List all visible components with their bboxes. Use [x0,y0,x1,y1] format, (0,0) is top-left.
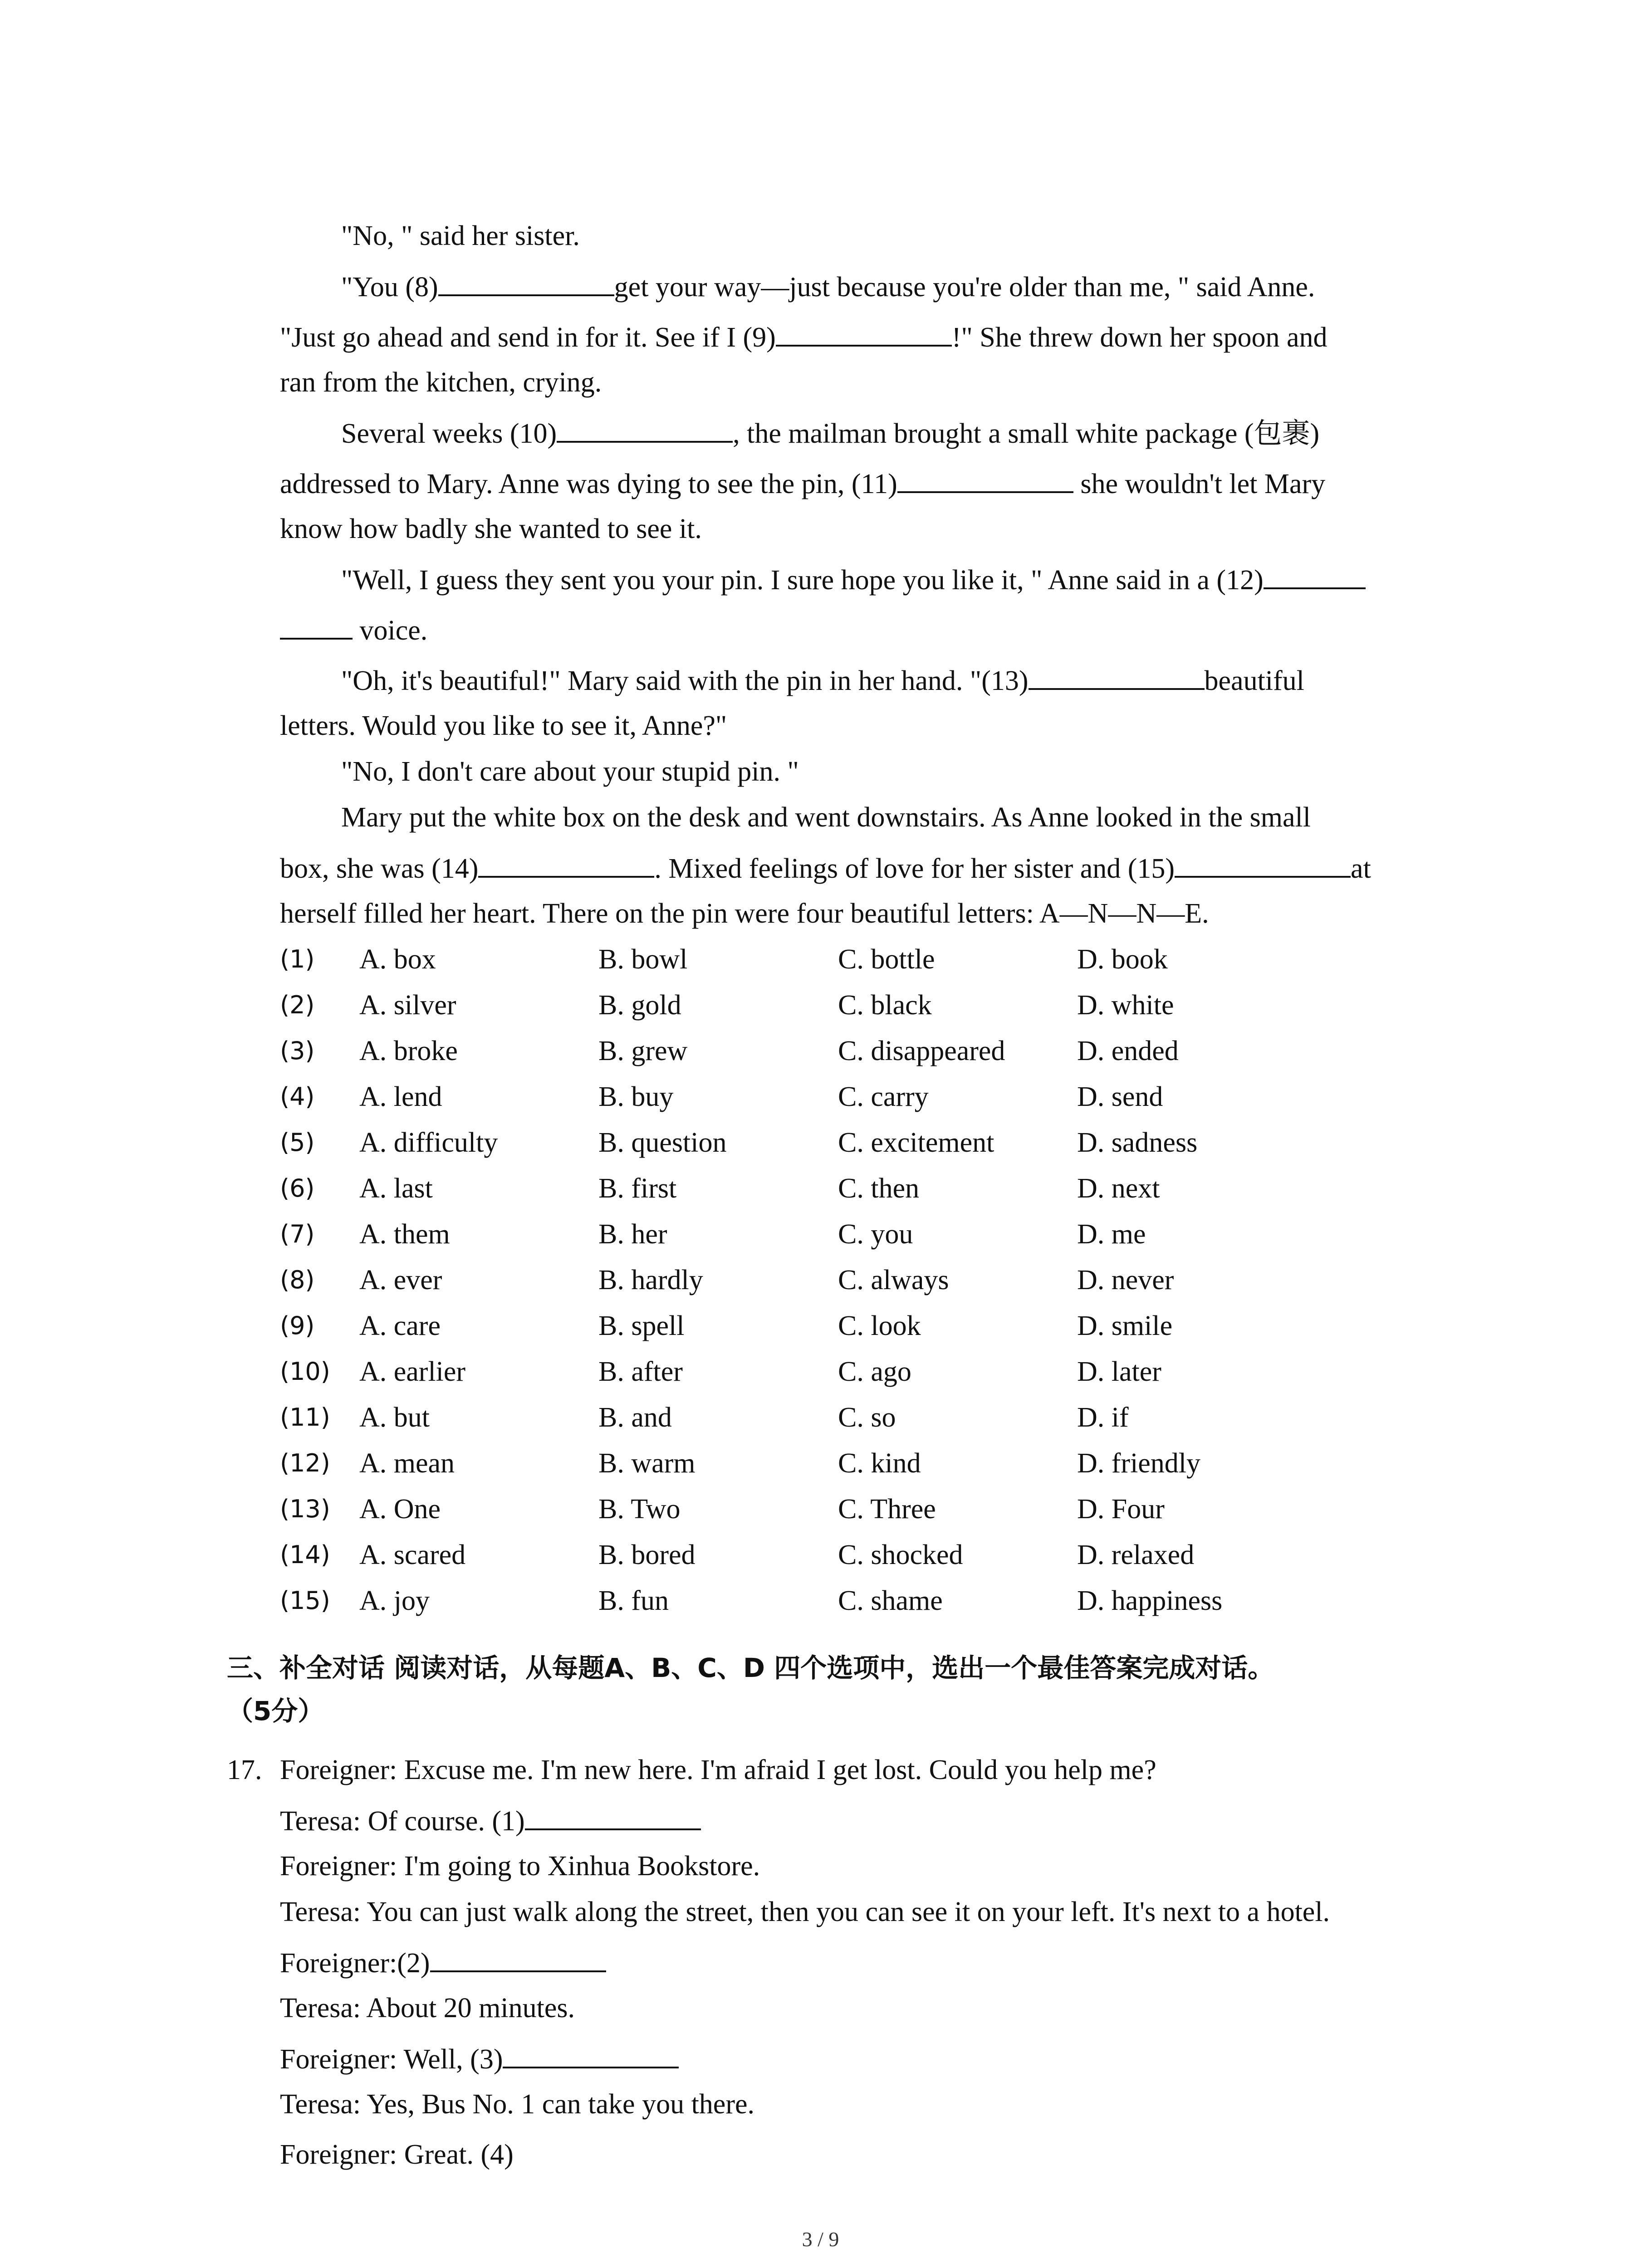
answer-blank-12[interactable] [1264,561,1366,589]
passage-text: "No, " said her sister. [341,220,580,251]
option-b[interactable]: B. spell [598,1310,685,1341]
option-b[interactable]: B. bowl [598,944,688,975]
passage-line [341,799,1311,836]
option-d[interactable]: D. book [1077,944,1168,975]
option-b[interactable]: B. warm [598,1448,696,1479]
page-number: 3 / 9 [802,2228,839,2251]
answer-blank-d2[interactable] [430,1944,606,1972]
passage-text: "Just go ahead and send in for it. See if I (9) [280,322,776,353]
option-d[interactable]: D. relaxed [1077,1540,1195,1570]
answer-blank-14[interactable] [478,850,654,878]
dialogue-line [280,1944,606,1981]
dialogue-line [280,2136,514,2173]
option-a[interactable]: A. scared [359,1540,466,1570]
question-number: (4) [280,1082,315,1111]
dialogue-text: Foreigner: I'm going to Xinhua Bookstore. [280,1851,760,1882]
answer-blank-d3[interactable] [503,2040,679,2068]
option-b[interactable]: B. fun [598,1585,669,1616]
dialogue-text: Foreigner: Well, (3) [280,2044,503,2075]
option-d[interactable]: D. smile [1077,1310,1173,1341]
passage-text: Mary put the white box on the desk and went downstairs. As Anne looked in the small [341,802,1311,833]
option-b[interactable]: B. gold [598,990,681,1021]
passage-line [280,364,602,401]
option-c[interactable]: C. bottle [838,944,935,975]
dialogue-text: Foreigner: Excuse me. I'm new here. I'm afraid I get lost. Could you help me? [280,1755,1156,1785]
question-number: (1) [280,945,315,973]
option-c[interactable]: C. excitement [838,1127,994,1158]
dialogue-line [280,1752,1156,1788]
section-heading-score: （5分） [227,1696,324,1726]
dialogue-line [280,1894,1330,1930]
passage-text: at [1351,853,1371,884]
dialogue-line [280,1848,760,1884]
passage-text: "No, I don't care about your stupid pin. " [341,756,799,787]
option-c[interactable]: C. ago [838,1356,911,1387]
passage-text: she wouldn't let Mary [1073,469,1326,499]
option-c[interactable]: C. you [838,1219,913,1250]
question-number: (6) [280,1174,315,1202]
option-a[interactable]: A. but [359,1402,430,1433]
passage-text: addressed to Mary. Anne was dying to see the pin, (11) [280,469,897,499]
question-number: (14) [280,1540,330,1569]
passage-line [341,662,1304,699]
option-c[interactable]: C. always [838,1265,949,1295]
dialogue-text: Foreigner:(2) [280,1948,430,1979]
passage-line [280,465,1325,502]
option-a[interactable]: A. box [359,944,436,975]
answer-blank-10[interactable] [557,415,733,443]
passage-text: Several weeks (10) [341,418,557,449]
question-number: (13) [280,1495,330,1523]
passage-text: . Mixed feelings of love for her sister and (15) [654,853,1175,884]
dialogue-line [280,2086,754,2122]
answer-blank-12-cont[interactable] [280,611,353,640]
passage-text: box, she was (14) [280,853,479,884]
passage-text: , the mailman brought a small white package (包裹) [733,418,1320,449]
dialogue-text: Teresa: About 20 minutes. [280,1993,575,2024]
passage-line [341,218,580,254]
option-a[interactable]: A. broke [359,1036,458,1066]
option-a[interactable]: A. care [359,1310,441,1341]
dialogue-line [280,2040,679,2077]
passage-text: "Well, I guess they sent you your pin. I sure hope you like it, " Anne said in a (12) [341,565,1264,596]
option-c[interactable]: C. so [838,1402,896,1433]
question-number: (9) [280,1311,315,1340]
passage-line [280,511,702,547]
question-number: (7) [280,1220,315,1248]
question-number: (12) [280,1449,330,1477]
passage-text: "Oh, it's beautiful!" Mary said with the pin in her hand. "(13) [341,665,1029,696]
passage-line [280,850,1371,887]
dialogue-line [280,1990,575,2026]
option-d[interactable]: D. ended [1077,1036,1179,1066]
dialogue-text: Teresa: Yes, Bus No. 1 can take you there. [280,2089,754,2120]
option-c[interactable]: C. shocked [838,1540,963,1570]
passage-text: letters. Would you like to see it, Anne?" [280,710,727,741]
option-d[interactable]: D. happiness [1077,1585,1223,1616]
section-heading: 三、补全对话 阅读对话，从每题A、B、C、D 四个选项中，选出一个最佳答案完成对话。 [227,1652,1274,1683]
dialogue-line [280,1802,701,1839]
option-c[interactable]: C. look [838,1310,921,1341]
option-d[interactable]: D. Four [1077,1494,1165,1525]
passage-line [341,268,1315,305]
question-number: (8) [280,1266,315,1294]
option-c[interactable]: C. shame [838,1585,943,1616]
passage-text: get your way—just because you're older than me, " said Anne. [614,272,1315,303]
answer-blank-13[interactable] [1029,662,1205,690]
passage-line [341,415,1319,452]
question-number: (15) [280,1586,330,1615]
dialogue-text: Foreigner: Great. (4) [280,2139,514,2170]
option-a[interactable]: A. One [359,1494,441,1525]
passage-text: herself filled her heart. There on the pin were four beautiful letters: A—N—N—E. [280,898,1209,929]
option-a[interactable]: A. last [359,1173,433,1204]
answer-blank-d1[interactable] [525,1802,701,1830]
option-d[interactable]: D. if [1077,1402,1129,1433]
option-c[interactable]: C. carry [838,1081,929,1112]
passage-text: know how badly she wanted to see it. [280,513,702,544]
passage-text: ran from the kitchen, crying. [280,367,602,398]
option-c[interactable]: C. then [838,1173,920,1204]
option-b[interactable]: B. buy [598,1081,674,1112]
passage-line [280,895,1209,932]
passage-line [341,753,799,790]
option-b[interactable]: B. Two [598,1494,681,1525]
option-a[interactable]: A. lend [359,1081,442,1112]
question-number: (10) [280,1357,330,1386]
option-a[interactable]: A. joy [359,1585,430,1616]
passage-text: !" She threw down her spoon and [951,322,1327,353]
passage-line [280,708,727,744]
dialogue-text: Teresa: Of course. (1) [280,1806,525,1837]
option-c[interactable]: C. kind [838,1448,921,1479]
option-a[interactable]: A. earlier [359,1356,466,1387]
option-b[interactable]: B. after [598,1356,683,1387]
question-number: (3) [280,1036,315,1065]
option-b[interactable]: B. first [598,1173,677,1204]
option-d[interactable]: D. later [1077,1356,1161,1387]
question-number: (11) [280,1403,330,1432]
passage-line [280,611,427,649]
option-a[interactable]: A. ever [359,1265,442,1295]
answer-blank-15[interactable] [1175,850,1351,878]
option-b[interactable]: B. bored [598,1540,696,1570]
question-number: (2) [280,991,315,1019]
option-d[interactable]: D. send [1077,1081,1163,1112]
option-d[interactable]: D. white [1077,990,1174,1021]
option-b[interactable]: B. grew [598,1036,688,1066]
option-a[interactable]: A. silver [359,990,456,1021]
passage-text: voice. [353,615,428,646]
question-number: 17. [227,1755,262,1785]
option-d[interactable]: D. never [1077,1265,1174,1295]
option-a[interactable]: A. them [359,1219,450,1250]
option-a[interactable]: A. mean [359,1448,455,1479]
option-b[interactable]: B. question [598,1127,727,1158]
option-d[interactable]: D. sadness [1077,1127,1198,1158]
option-b[interactable]: B. hardly [598,1265,703,1295]
option-d[interactable]: D. me [1077,1219,1146,1250]
dialogue-text: Teresa: You can just walk along the street, then you can see it on your left. It's next to a hotel. [280,1897,1330,1927]
option-c[interactable]: C. disappeared [838,1036,1005,1066]
option-b[interactable]: B. and [598,1402,672,1433]
option-b[interactable]: B. her [598,1219,667,1250]
passage-text: beautiful [1204,665,1304,696]
option-a[interactable]: A. difficulty [359,1127,498,1158]
option-d[interactable]: D. next [1077,1173,1160,1204]
answer-blank-11[interactable] [897,465,1073,493]
answer-blank-9[interactable] [776,318,952,347]
passage-line [280,318,1327,356]
passage-text: "You (8) [341,272,438,303]
option-c[interactable]: C. Three [838,1494,936,1525]
passage-line [341,561,1366,598]
option-c[interactable]: C. black [838,990,932,1021]
option-d[interactable]: D. friendly [1077,1448,1201,1479]
answer-blank-8[interactable] [438,268,614,296]
question-number: (5) [280,1128,315,1157]
